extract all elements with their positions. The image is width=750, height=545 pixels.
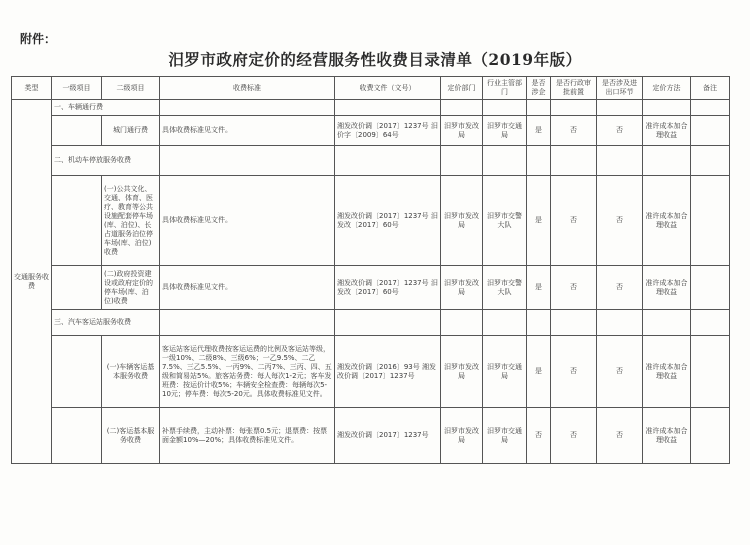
pricing-method-cell: 准许成本加合理收益	[643, 116, 691, 146]
involves-enterprise-cell: 是	[527, 336, 551, 408]
header-pricing-dept: 定价部门	[441, 77, 483, 100]
involves-enterprise-cell: 是	[527, 116, 551, 146]
header-level1: 一级项目	[52, 77, 102, 100]
header-standard: 收费标准	[160, 77, 335, 100]
involves-enterprise-cell: 否	[527, 408, 551, 464]
standard-cell: 客运站客运代理收费按客运运费的比例及客运站等级，一级10%、二级8%、三级6%；一乙9.5%、二乙7.5%、三乙5.5%、一丙9%、二丙7%、三丙、四、五级和简易站5%。旅客站务费：每人每次1-2元；客车发班费：按运价计收5%；车辆安全检查费：每辆每次5-10元；停车费：每次5-20元。具体收费标准见文件。	[160, 336, 335, 408]
doc-cell: 湘发改价调〔2017〕1237号 汨发改〔2017〕60号	[335, 266, 441, 310]
involves-enterprise-cell: 是	[527, 266, 551, 310]
level1-cell: 二、机动车停放服务收费	[52, 146, 160, 176]
admin-approval-cell: 否	[551, 408, 597, 464]
doc-cell: 湘发改价调〔2017〕1237号 汨价字〔2009〕64号	[335, 116, 441, 146]
header-industry-dept: 行业主管部门	[483, 77, 527, 100]
page-title: 汨罗市政府定价的经营服务性收费目录清单（2019年版）	[168, 50, 582, 69]
industry-dept-cell: 汨罗市交通局	[483, 408, 527, 464]
standard-cell: 补票手续费，主动补票：每张票0.5元；退票费：按票面金额10%—20%；具体收费标准见文件。	[160, 408, 335, 464]
header-remark: 备注	[691, 77, 730, 100]
standard-cell: 具体收费标准见文件。	[160, 116, 335, 146]
standard-cell: 具体收费标准见文件。	[160, 176, 335, 266]
table-row	[12, 176, 730, 266]
level1-cell: 一、车辆通行费	[52, 100, 160, 116]
header-doc: 收费文件（文号）	[335, 77, 441, 100]
table-row	[12, 146, 730, 176]
admin-approval-cell: 否	[551, 176, 597, 266]
header-level2: 二级项目	[102, 77, 160, 100]
doc-cell: 湘发改价调〔2017〕1237号	[335, 408, 441, 464]
admin-approval-cell: 否	[551, 266, 597, 310]
level2-cell: (一)车辆客运基本服务收费	[102, 336, 160, 408]
involves-enterprise-cell: 是	[527, 176, 551, 266]
table-row	[12, 100, 730, 116]
pricing-method-cell: 准许成本加合理收益	[643, 266, 691, 310]
out-of-city-cell: 否	[597, 266, 643, 310]
industry-dept-cell: 汨罗市交通局	[483, 116, 527, 146]
industry-dept-cell: 汨罗市交警大队	[483, 176, 527, 266]
level2-cell: (二)政府投资建设或政府定价的停车场(库、泊位)收费	[102, 266, 160, 310]
pricing-method-cell: 准许成本加合理收益	[643, 336, 691, 408]
category-cell: 交通服务收费	[12, 100, 52, 464]
table-row	[12, 336, 730, 408]
pricing-dept-cell: 汨罗市发改局	[441, 336, 483, 408]
pricing-method-cell: 准许成本加合理收益	[643, 176, 691, 266]
out-of-city-cell: 否	[597, 336, 643, 408]
header-row	[12, 77, 730, 100]
fee-catalog-table	[11, 76, 730, 464]
level2-cell: 城门通行费	[102, 116, 160, 146]
out-of-city-cell: 否	[597, 176, 643, 266]
industry-dept-cell: 汨罗市交通局	[483, 336, 527, 408]
pricing-method-cell: 准许成本加合理收益	[643, 408, 691, 464]
standard-cell: 具体收费标准见文件。	[160, 266, 335, 310]
level1-cell: 三、汽车客运站服务收费	[52, 310, 160, 336]
level2-cell: (二)客运基本服务收费	[102, 408, 160, 464]
header-category: 类型	[12, 77, 52, 100]
header-out-of-city: 是否涉及进出口环节	[597, 77, 643, 100]
industry-dept-cell: 汨罗市交警大队	[483, 266, 527, 310]
table-row	[12, 266, 730, 310]
header-pricing-method: 定价方法	[643, 77, 691, 100]
table-row	[12, 408, 730, 464]
doc-cell: 湘发改价调〔2016〕93号 湘发改价调〔2017〕1237号	[335, 336, 441, 408]
header-admin-approval: 是否行政审批前置	[551, 77, 597, 100]
header-involves-enterprise: 是否涉企	[527, 77, 551, 100]
table-row	[12, 116, 730, 146]
out-of-city-cell: 否	[597, 116, 643, 146]
admin-approval-cell: 否	[551, 336, 597, 408]
attachment-label: 附件：	[20, 32, 57, 46]
pricing-dept-cell: 汨罗市发改局	[441, 266, 483, 310]
pricing-dept-cell: 汨罗市发改局	[441, 176, 483, 266]
admin-approval-cell: 否	[551, 116, 597, 146]
level2-cell: (一)公共文化、交通、体育、医疗、教育等公共设施配套停车场(库、泊位)、长占道服务泊位停车场(库、泊位)收费	[102, 176, 160, 266]
table-row	[12, 310, 730, 336]
pricing-dept-cell: 汨罗市发改局	[441, 116, 483, 146]
pricing-dept-cell: 汨罗市发改局	[441, 408, 483, 464]
doc-cell: 湘发改价调〔2017〕1237号 汨发改〔2017〕60号	[335, 176, 441, 266]
out-of-city-cell: 否	[597, 408, 643, 464]
